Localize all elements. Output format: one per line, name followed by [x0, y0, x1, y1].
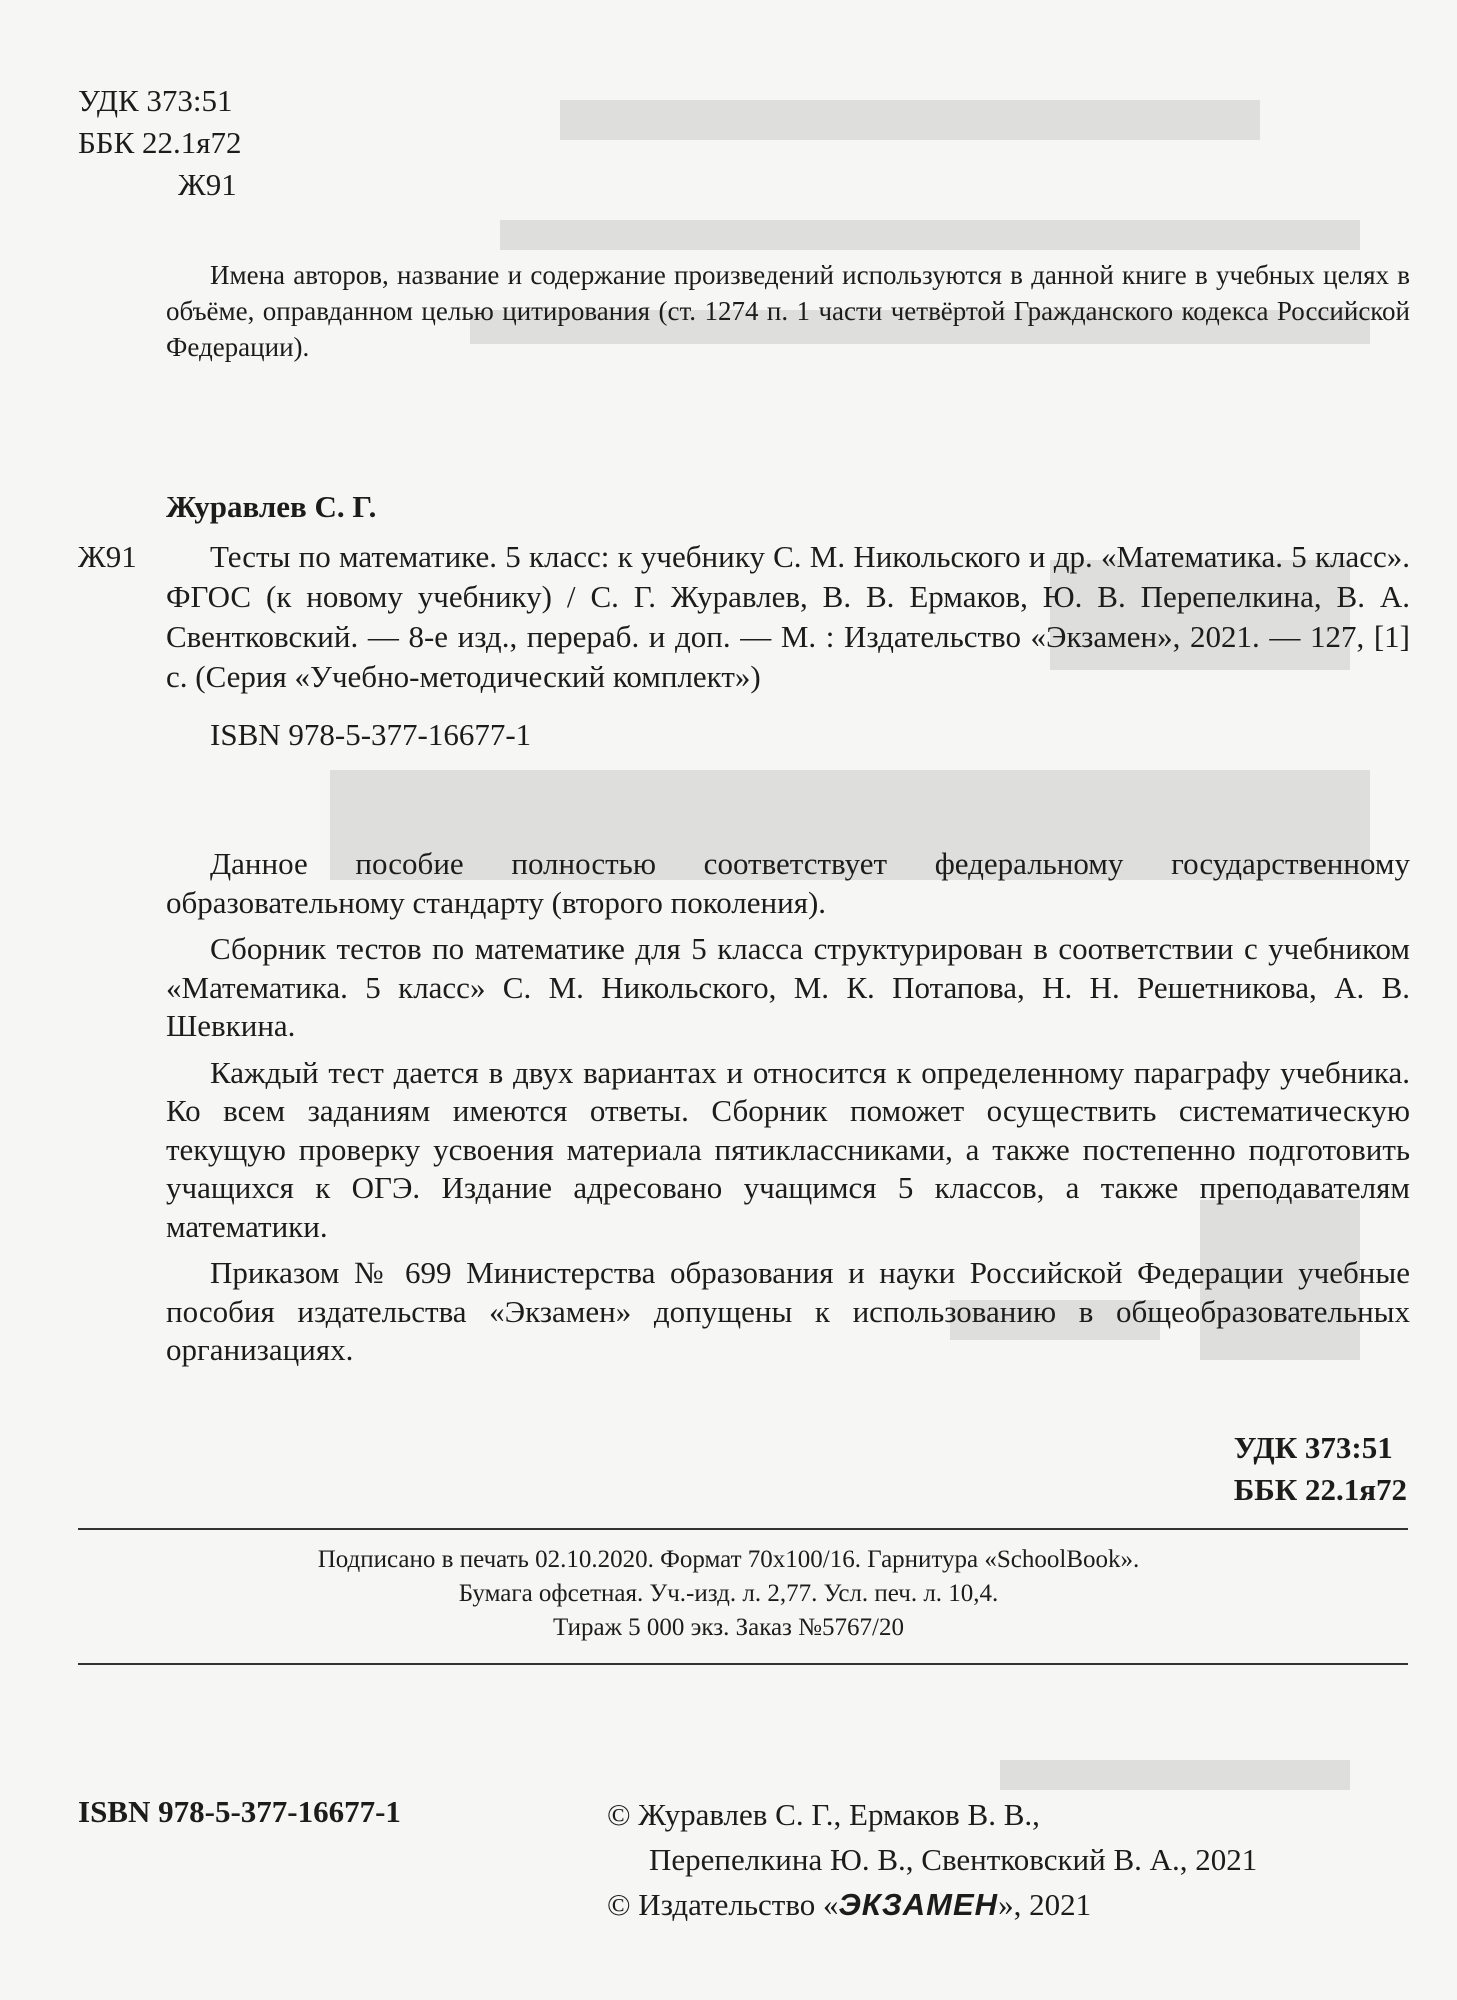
catalog-entry [166, 537, 1410, 755]
divider-top [78, 1528, 1408, 1530]
classification-codes-bottom [1234, 1427, 1407, 1511]
annotation-paragraph: Данное пособие полностью соответствует федеральному государственному образовательному стандарту (второго поколения). [166, 846, 1410, 920]
catalog-description: Тесты по математике. 5 класс: к учебнику С. М. Никольского и др. «Математика. 5 класс». ФГОС (к новому учебнику) / С. Г. Журавлев, В. В. Ермаков, Ю. В. Перепелкина, В. А. Свентковский. — 8-е изд., перераб. и доп. — М. : Издательство «Экзамен», 2021. — 127, [1] с. (Серия «Учебно-методический комплект») [166, 539, 1410, 694]
catalog-author-mark: Ж91 [78, 539, 137, 574]
imprint-block [0, 1543, 1457, 1645]
annotation-paragraph: Сборник тестов по математике для 5 класса структурирован в соответствии с учебником «Математика. 5 класс» С. М. Никольского, М. К. Потапова, Н. Н. Решетникова, А. В. Шевкина. [166, 931, 1410, 1043]
imprint-line: Бумага офсетная. Уч.-изд. л. 2,77. Усл. печ. л. 10,4. [458, 1580, 999, 1607]
udk-code: УДК 373:51 [78, 83, 233, 118]
annotation-paragraph: Приказом № 699 Министерства образования и науки Российской Федерации учебные пособия издательства «Экзамен» допущены к использованию в общеобразовательных организациях. [166, 1255, 1410, 1367]
copyright-publisher [607, 1882, 1257, 1927]
catalog-author: Журавлев С. Г. [166, 489, 377, 524]
imprint-line: Тираж 5 000 экз. Заказ №5767/20 [553, 1614, 904, 1641]
citation-notice: Имена авторов, название и содержание произведений используются в данной книге в учебных целях в объёме, оправданном целью цитирования (ст. 1274 п. 1 части четвёртой Гражданского кодекса Российской Федерации). [166, 260, 1410, 362]
copyright-authors-cont: Перепелкина Ю. В., Свентковский В. А., 2021 [649, 1842, 1258, 1877]
classification-codes-top [78, 80, 242, 206]
footer-isbn: ISBN 978-5-377-16677-1 [78, 1794, 401, 1829]
copyright-publisher-suffix: », 2021 [998, 1887, 1092, 1922]
catalog-isbn: ISBN 978-5-377-16677-1 [210, 717, 532, 752]
annotation [166, 845, 1410, 1378]
publisher-brand: ЭКЗАМЕН [838, 1887, 999, 1922]
bbk-code-bottom: ББК 22.1я72 [1233, 1472, 1407, 1507]
bbk-code: ББК 22.1я72 [78, 125, 242, 160]
udk-code-bottom: УДК 373:51 [1233, 1430, 1393, 1465]
copyright-publisher-prefix: © Издательство « [607, 1887, 839, 1922]
imprint-line: Подписано в печать 02.10.2020. Формат 70x100/16. Гарнитура «SchoolBook». [317, 1546, 1140, 1573]
divider-bottom [78, 1663, 1408, 1665]
copyright-authors: © Журавлев С. Г., Ермаков В. В., [607, 1797, 1040, 1832]
copyright-block [607, 1792, 1257, 1927]
annotation-paragraph: Каждый тест дается в двух вариантах и относится к определенному параграфу учебника. Ко всем заданиям имеются ответы. Сборник поможет осуществить систематическую текущую проверку усвоения материала пятиклассниками, а также постепенно подготовить учащихся к ОГЭ. Издание адресовано учащимся 5 классов, а также преподавателям математики. [166, 1054, 1410, 1244]
author-mark: Ж91 [178, 167, 237, 202]
